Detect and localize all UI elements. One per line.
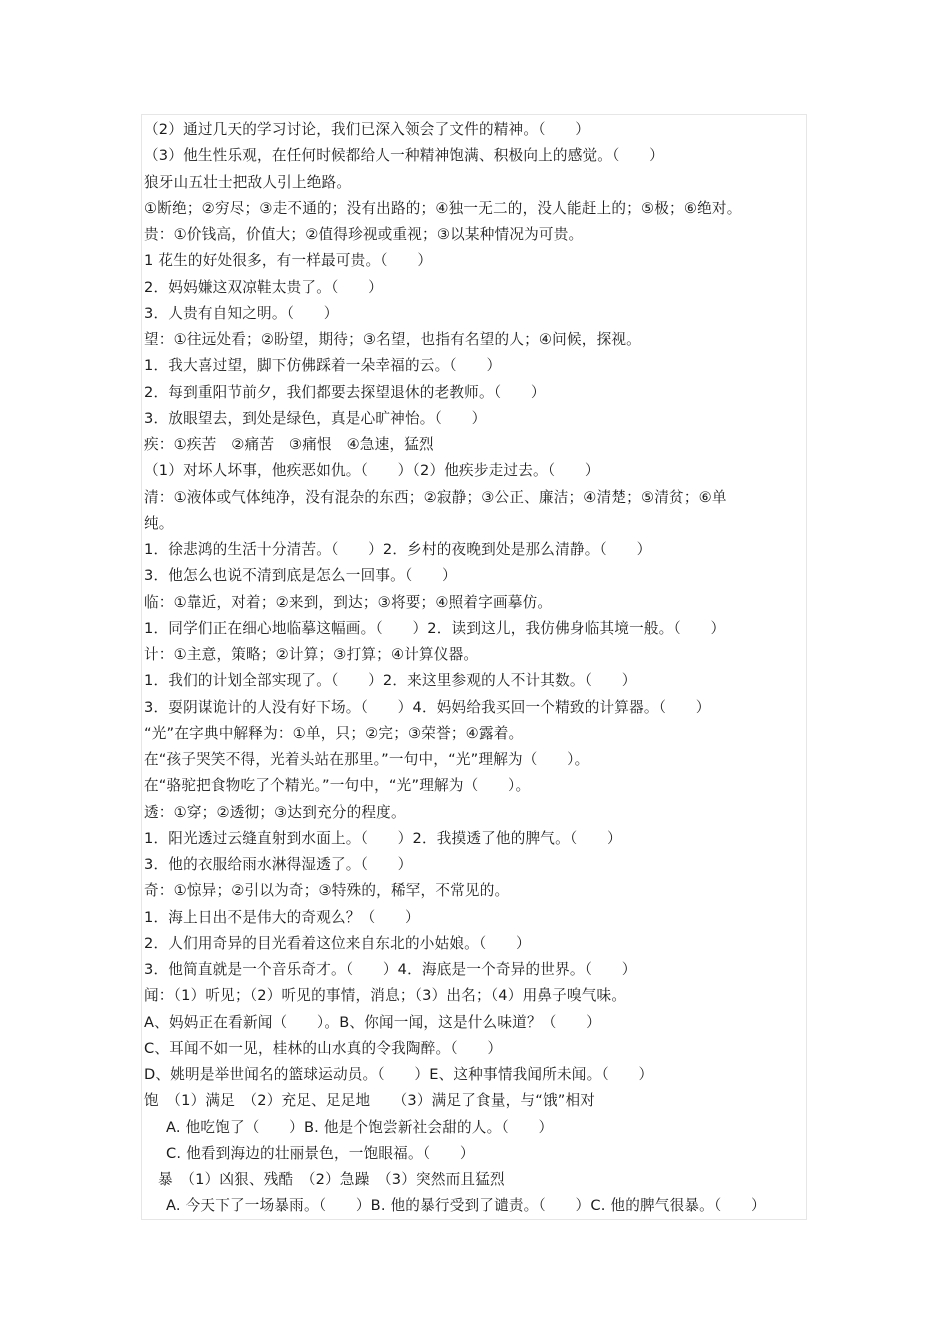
text-line: 3．他怎么也说不清到底是怎么一回事。（ ） (144, 567, 457, 585)
text-line: 纯。 (144, 514, 174, 532)
text-line: 计：①主意，策略；②计算；③打算；④计算仪器。 (144, 646, 479, 663)
document-body (144, 117, 812, 1220)
text-line: C. 他看到海边的壮丽景色，一饱眼福。（ ） (166, 1144, 475, 1162)
text-line: 1．我们的计划全部实现了。（ ）2．来这里参观的人不计其数。（ ） (144, 672, 637, 690)
text-line: C、耳闻不如一见，桂林的山水真的令我陶醉。（ ） (144, 1039, 503, 1057)
text-line: 1．徐悲鸿的生活十分清苦。（ ）2．乡村的夜晚到处是那么清静。（ ） (144, 541, 652, 558)
text-line: 清：①液体或气体纯净，没有混杂的东西；②寂静；③公正、廉洁；④清楚；⑤清贫；⑥单 (144, 488, 727, 506)
text-line: A、妈妈正在看新闻（ ）。B、你闻一闻，这是什么味道？（ ） (144, 1013, 601, 1031)
text-line: 饱 （1）满足 （2）充足、足足地 （3）满足了食量，与“饿”相对 (144, 1092, 596, 1110)
text-line: 闻：（1）听见；（2）听见的事情，消息；（3）出名；（4）用鼻子嗅气味。 (144, 987, 627, 1005)
text-line: 疾：①疾苦 ②痛苦 ③痛恨 ④急速，猛烈 (144, 436, 434, 453)
text-line: （3）他生性乐观，在任何时候都给人一种精神饱满、积极向上的感觉。（ ） (144, 147, 664, 165)
text-line: 贵：①价钱高，价值大；②值得珍视或重视；③以某种情况为可贵。 (144, 226, 584, 243)
text-line: 临：①靠近，对着；②来到，到达；③将要；④照着字画摹仿。 (144, 593, 553, 611)
text-line: 2．人们用奇异的目光看着这位来自东北的小姑娘。（ ） (144, 934, 531, 952)
text-line: （1）对坏人坏事，他疾恶如仇。（ ）（2）他疾步走过去。（ ） (144, 462, 600, 480)
text-line: 在“骆驼把食物吃了个精光。”一句中，“光”理解为（ ）。 (144, 777, 531, 795)
text-line: 2．每到重阳节前夕，我们都要去探望退休的老教师。（ ） (144, 383, 546, 401)
text-line: 3．放眼望去，到处是绿色，真是心旷神怡。（ ） (144, 409, 487, 427)
text-line: 3．他的衣服给雨水淋得湿透了。（ ） (144, 856, 413, 873)
text-line: 狼牙山五壮士把敌人引上绝路。 (144, 173, 352, 191)
text-line: ①断绝；②穷尽；③走不通的；没有出路的；④独一无二的，没人能赶上的；⑤极；⑥绝对。 (144, 199, 742, 217)
text-line: （2）通过几天的学习讨论，我们已深入领会了文件的精神。（ ） (144, 121, 591, 138)
text-line: 透：①穿；②透彻；③达到充分的程度。 (144, 803, 406, 821)
text-line: 1．阳光透过云缝直射到水面上。（ ）2．我摸透了他的脾气。（ ） (144, 829, 622, 847)
text-line: 1．我大喜过望，脚下仿佛踩着一朵幸福的云。（ ） (144, 357, 502, 375)
text-line: A. 今天下了一场暴雨。（ ）B. 他的暴行受到了谴责。（ ）C. 他的脾气很暴。（ ） (166, 1197, 766, 1215)
text-line: 奇：①惊异；②引以为奇；③特殊的，稀罕，不常见的。 (144, 882, 510, 900)
text-line: 1．同学们正在细心地临摹这幅画。（ ）2．读到这儿，我仿佛身临其境一般。（ ） (144, 619, 726, 637)
text-line: 3．人贵有自知之明。（ ） (144, 304, 339, 322)
text-line: 2．妈妈嫌这双凉鞋太贵了。（ ） (144, 278, 383, 296)
text-line: 1 花生的好处很多，有一样最可贵。（ ） (144, 252, 433, 270)
text-line: 3．耍阴谋诡计的人没有好下场。（ ）4．妈妈给我买回一个精致的计算器。（ ） (144, 698, 711, 716)
text-line: 暴 （1）凶狠、残酷 （2）急躁 （3）突然而且猛烈 (158, 1171, 505, 1188)
text-line: A. 他吃饱了（ ）B. 他是个饱尝新社会甜的人。（ ） (166, 1118, 554, 1136)
text-line: 1．海上日出不是伟大的奇观么？（ ） (144, 908, 420, 926)
text-line: “光”在字典中解释为：①单，只；②完；③荣誉；④露着。 (144, 724, 524, 742)
text-line: 望：①往远处看；②盼望，期待；③名望，也指有名望的人；④问候，探视。 (144, 331, 641, 348)
text-line: 3．他简直就是一个音乐奇才。（ ）4．海底是一个奇异的世界。（ ） (144, 961, 637, 978)
text-line: D、姚明是举世闻名的篮球运动员。（ ）E、这种事情我闻所未闻。（ ） (144, 1066, 654, 1083)
text-line: 在“孩子哭笑不得，光着头站在那里。”一句中，“光”理解为（ ）。 (144, 751, 590, 768)
